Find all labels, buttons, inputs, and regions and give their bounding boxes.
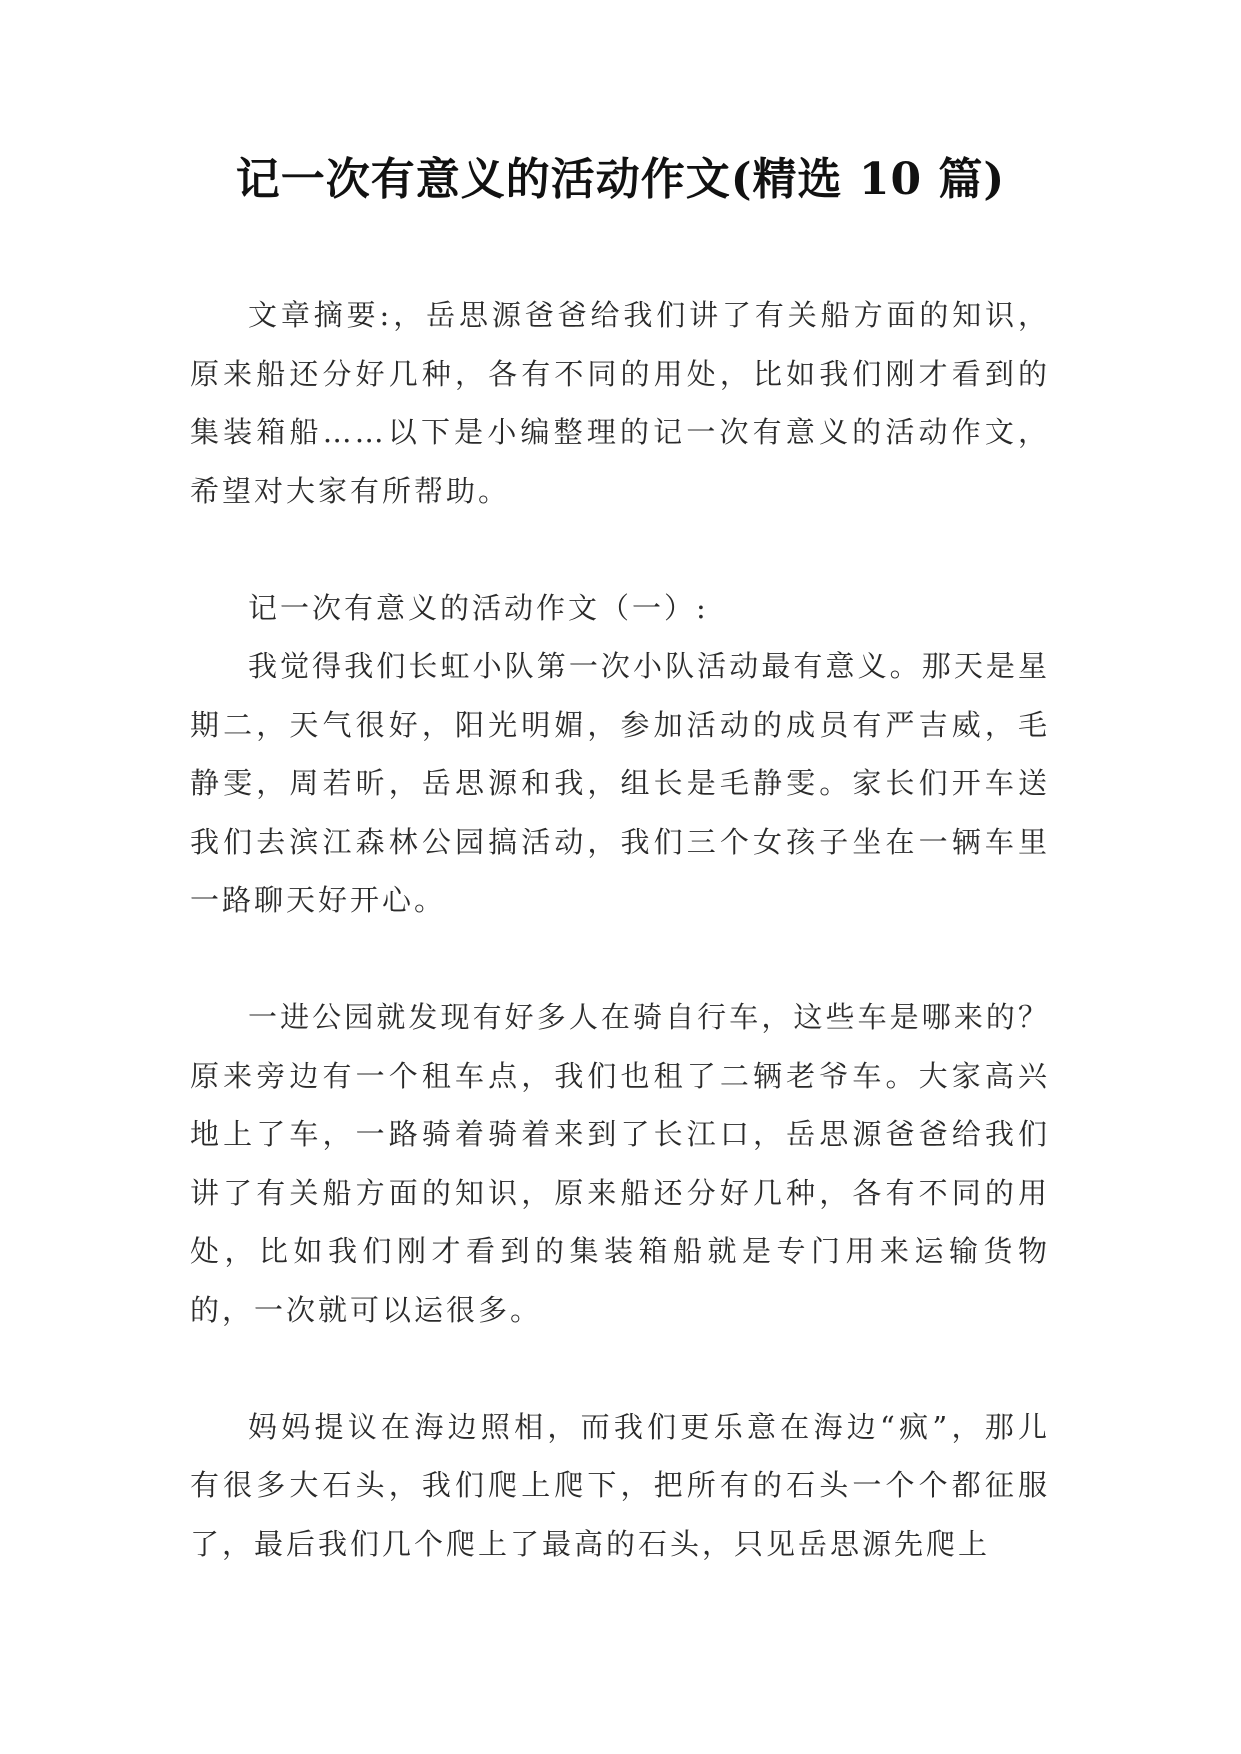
paragraph-spacer xyxy=(190,1339,1050,1398)
document-title: 记一次有意义的活动作文(精选 10 篇) xyxy=(235,154,1006,205)
summary-paragraph: 文章摘要:，岳思源爸爸给我们讲了有关船方面的知识，原来船还分好几种，各有不同的用处，比如我们刚才看到的集装箱船……以下是小编整理的记一次有意义的活动作文，希望对大家有所帮助。 xyxy=(190,298,1050,508)
body-paragraph: 妈妈提议在海边照相，而我们更乐意在海边“疯”，那儿有很多大石头，我们爬上爬下，把所有的石头一个个都征服了，最后我们几个爬上了最高的石头，只见岳思源先爬上 xyxy=(190,1409,1050,1561)
section-heading: 记一次有意义的活动作文（一）: xyxy=(248,590,709,625)
document-body xyxy=(190,286,1050,1573)
paragraph-spacer xyxy=(190,930,1050,989)
paragraph-spacer xyxy=(190,520,1050,579)
body-paragraph: 一进公园就发现有好多人在骑自行车，这些车是哪来的？原来旁边有一个租车点，我们也租了二辆老爷车。大家高兴地上了车，一路骑着骑着来到了长江口，岳思源爸爸给我们讲了有关船方面的知识，原来船还分好几种，各有不同的用处，比如我们刚才看到的集装箱船就是专门用来运输货物的，一次就可以运很多。 xyxy=(190,1000,1050,1327)
body-paragraph: 我觉得我们长虹小队第一次小队活动最有意义。那天是星期二，天气很好，阳光明媚，参加活动的成员有严吉威，毛静雯，周若昕，岳思源和我，组长是毛静雯。家长们开车送我们去滨江森林公园搞活动，我们三个女孩子坐在一辆车里一路聊天好开心。 xyxy=(190,649,1050,917)
